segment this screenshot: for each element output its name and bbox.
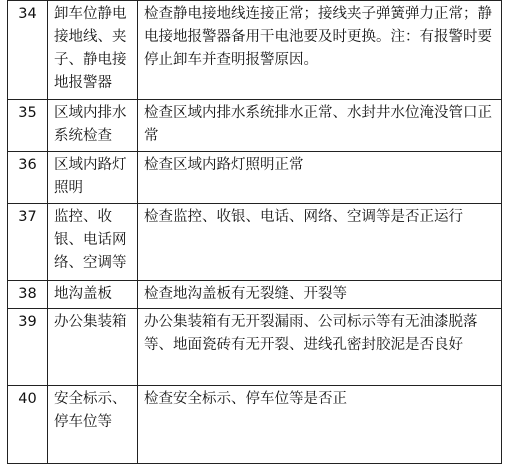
inspection-item: 卸车位静电接地线、夹子、静电接地报警器 bbox=[48, 1, 138, 100]
inspection-content: 检查静电接地线连接正常；接线夹子弹簧弹力正常；静电接地报警器备用干电池要及时更换。注：有报警时要停止卸车并查明报警原因。 bbox=[138, 1, 502, 100]
inspection-item: 地沟盖板 bbox=[48, 281, 138, 309]
row-number: 35 bbox=[8, 100, 48, 152]
inspection-item: 区域内排水系统检查 bbox=[48, 100, 138, 152]
inspection-item: 区域内路灯照明 bbox=[48, 152, 138, 204]
inspection-content: 办公集装箱有无开裂漏雨、公司标示等有无油漆脱落等、地面瓷砖有无开裂、进线孔密封胶泥是否良好 bbox=[138, 309, 502, 386]
inspection-content: 检查地沟盖板有无裂缝、开裂等 bbox=[138, 281, 502, 309]
row-number: 34 bbox=[8, 1, 48, 100]
table-row bbox=[8, 204, 502, 281]
row-number: 38 bbox=[8, 281, 48, 309]
inspection-table bbox=[7, 0, 502, 464]
table-row bbox=[8, 281, 502, 309]
row-number: 40 bbox=[8, 386, 48, 464]
row-number: 39 bbox=[8, 309, 48, 386]
row-number: 36 bbox=[8, 152, 48, 204]
inspection-content: 检查监控、收银、电话、网络、空调等是否正运行 bbox=[138, 204, 502, 281]
inspection-content: 检查安全标示、停车位等是否正 bbox=[138, 386, 502, 464]
inspection-item: 监控、收银、电话网络、空调等 bbox=[48, 204, 138, 281]
inspection-item: 办公集装箱 bbox=[48, 309, 138, 386]
table-row bbox=[8, 386, 502, 464]
inspection-content: 检查区域内排水系统排水正常、水封井水位淹没管口正常 bbox=[138, 100, 502, 152]
checklist-sheet bbox=[7, 0, 502, 467]
inspection-item: 安全标示、停车位等 bbox=[48, 386, 138, 464]
table-row bbox=[8, 100, 502, 152]
row-number: 37 bbox=[8, 204, 48, 281]
table-row bbox=[8, 309, 502, 386]
inspection-content: 检查区域内路灯照明正常 bbox=[138, 152, 502, 204]
table-row bbox=[8, 152, 502, 204]
table-row bbox=[8, 1, 502, 100]
